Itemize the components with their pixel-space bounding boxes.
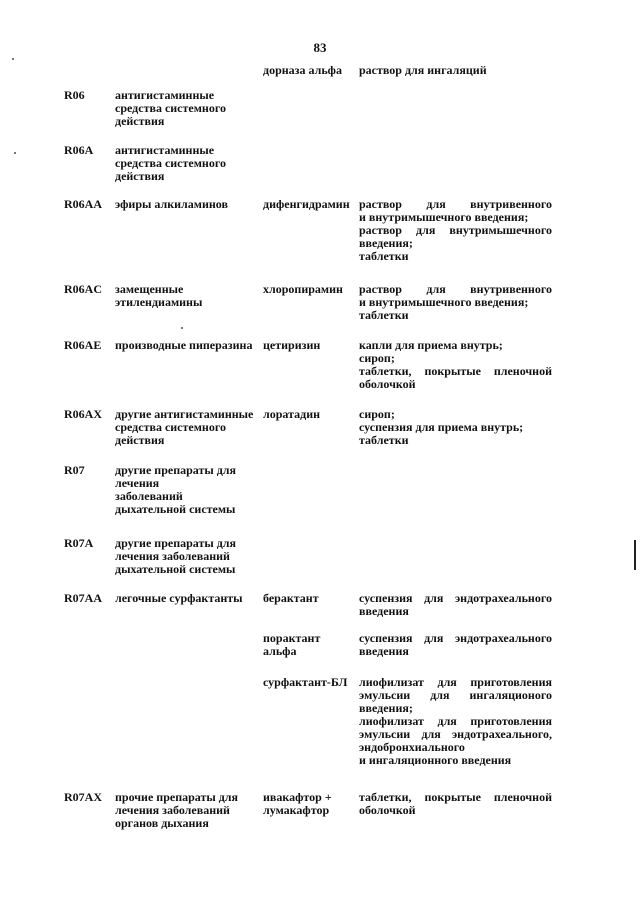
dosage-form-line: таблетки, покрытые пленочной xyxy=(359,790,552,804)
drug-name-line: хлоропирамин xyxy=(263,282,343,296)
dosage-forms xyxy=(359,339,552,391)
group-line: лечения заболеваний xyxy=(115,803,230,817)
group-line: легочные сурфактанты xyxy=(115,591,243,605)
atc-code: R06 xyxy=(64,88,85,102)
group-line: средства системного xyxy=(115,101,226,115)
atc-code: R06AX xyxy=(64,407,102,421)
drug-name-line: сурфактант-БЛ xyxy=(263,675,348,689)
scan-speck xyxy=(14,152,16,154)
atc-code: R07AX xyxy=(64,790,102,804)
dosage-form-line: сироп; xyxy=(359,407,395,421)
anatomical-group xyxy=(115,537,261,576)
drug-name xyxy=(263,198,355,211)
group-line: органов дыхания xyxy=(115,816,209,830)
group-line: этилендиамины xyxy=(115,295,203,309)
drug-name xyxy=(263,339,355,352)
dosage-form-line: суспензия для приема внутрь; xyxy=(359,420,524,434)
drug-name-line: ивакафтор + xyxy=(263,790,332,804)
drug-name xyxy=(263,283,355,296)
dosage-form-line: суспензия для эндотрахеального xyxy=(359,591,552,605)
group-line: заболеваний xyxy=(115,489,183,503)
dosage-form-line: и внутримышечного введения; xyxy=(359,295,529,309)
dosage-forms xyxy=(359,632,552,658)
group-line: антигистаминные xyxy=(115,143,215,157)
drug-name-line: берактант xyxy=(263,591,319,605)
dosage-form-line: раствор для внутримышечного xyxy=(359,223,552,237)
dosage-form-line: раствор для ингаляций xyxy=(359,63,487,77)
drug-name-line: лоратадин xyxy=(263,407,321,421)
dosage-forms xyxy=(359,64,552,77)
anatomical-group xyxy=(115,339,261,352)
drug-name-line: порактант альфа xyxy=(263,631,321,658)
dosage-forms xyxy=(359,592,552,618)
dosage-form-line: раствор для внутривенного xyxy=(359,197,552,211)
atc-code: R06AC xyxy=(64,282,102,296)
group-line: дыхательной системы xyxy=(115,562,236,576)
dosage-form-line: таблетки, покрытые пленочной xyxy=(359,364,552,378)
group-line: средства системного xyxy=(115,156,226,170)
dosage-form-line: введения; xyxy=(359,701,413,715)
group-line: действия xyxy=(115,169,165,183)
dosage-form-line: лиофилизат для приготовления xyxy=(359,675,552,689)
drug-name xyxy=(263,592,355,605)
dosage-form-line: введения xyxy=(359,644,409,658)
dosage-form-line: эмульсии для ингаляционого xyxy=(359,688,552,702)
group-line: другие препараты для xyxy=(115,463,237,477)
dosage-form-line: таблетки xyxy=(359,249,409,263)
scan-edge-mark xyxy=(634,540,636,570)
anatomical-group xyxy=(115,144,261,183)
dosage-form-line: введения xyxy=(359,604,409,618)
dosage-form-line: капли для приема внутрь; xyxy=(359,338,503,352)
dosage-form-line: лиофилизат для приготовления xyxy=(359,714,552,728)
dosage-form-line: эмульсии для эндотрахеального, xyxy=(359,727,552,741)
drug-name xyxy=(263,791,355,817)
page-number: 83 xyxy=(313,40,327,55)
drug-name xyxy=(263,408,355,421)
anatomical-group xyxy=(115,283,261,309)
dosage-form-line: эндобронхиального xyxy=(359,740,465,754)
atc-code: R06AE xyxy=(64,338,102,352)
drug-name xyxy=(263,64,355,77)
drug-name-line: дифенгидрамин xyxy=(263,197,350,211)
anatomical-group xyxy=(115,464,261,516)
drug-name-line: цетиризин xyxy=(263,338,321,352)
atc-code: R06AA xyxy=(64,197,102,211)
scan-speck xyxy=(12,58,14,60)
anatomical-group xyxy=(115,791,261,830)
drug-name xyxy=(263,676,355,689)
group-line: действия xyxy=(115,114,165,128)
atc-code: R07AA xyxy=(64,591,102,605)
dosage-form-line: и ингаляционного введения xyxy=(359,753,512,767)
group-line: действия xyxy=(115,433,165,447)
dosage-form-line: оболочкой xyxy=(359,377,416,391)
group-line: антигистаминные xyxy=(115,88,215,102)
group-line: лечения xyxy=(115,476,160,490)
group-line: эфиры алкиламинов xyxy=(115,197,228,211)
dosage-forms xyxy=(359,198,552,263)
dosage-form-line: раствор для внутривенного xyxy=(359,282,552,296)
dosage-form-line: сироп; xyxy=(359,351,395,365)
drug-name xyxy=(263,632,355,658)
dosage-form-line: суспензия для эндотрахеального xyxy=(359,631,552,645)
dosage-form-line: введения; xyxy=(359,236,413,250)
anatomical-group xyxy=(115,592,261,605)
atc-code: R06A xyxy=(64,143,94,157)
group-line: лечения заболеваний xyxy=(115,549,230,563)
anatomical-group xyxy=(115,408,261,447)
scan-speck xyxy=(181,327,183,329)
anatomical-group xyxy=(115,198,261,211)
drug-name-line: лумакафтор xyxy=(263,803,330,817)
dosage-forms xyxy=(359,408,552,447)
atc-code: R07 xyxy=(64,463,85,477)
dosage-forms xyxy=(359,283,552,322)
dosage-form-line: и внутримышечного введения; xyxy=(359,210,529,224)
dosage-forms xyxy=(359,791,552,817)
group-line: дыхательной системы xyxy=(115,502,236,516)
group-line: другие антигистаминные xyxy=(115,407,254,421)
atc-code: R07A xyxy=(64,536,94,550)
group-line: прочие препараты для xyxy=(115,790,239,804)
dosage-form-line: оболочкой xyxy=(359,803,416,817)
group-line: замещенные xyxy=(115,282,184,296)
dosage-forms xyxy=(359,676,552,767)
group-line: средства системного xyxy=(115,420,226,434)
group-line: производные пиперазина xyxy=(115,338,253,352)
dosage-form-line: таблетки xyxy=(359,308,409,322)
dosage-form-line: таблетки xyxy=(359,433,409,447)
anatomical-group xyxy=(115,89,261,128)
group-line: другие препараты для xyxy=(115,536,237,550)
drug-name-line: дорназа альфа xyxy=(263,63,342,77)
